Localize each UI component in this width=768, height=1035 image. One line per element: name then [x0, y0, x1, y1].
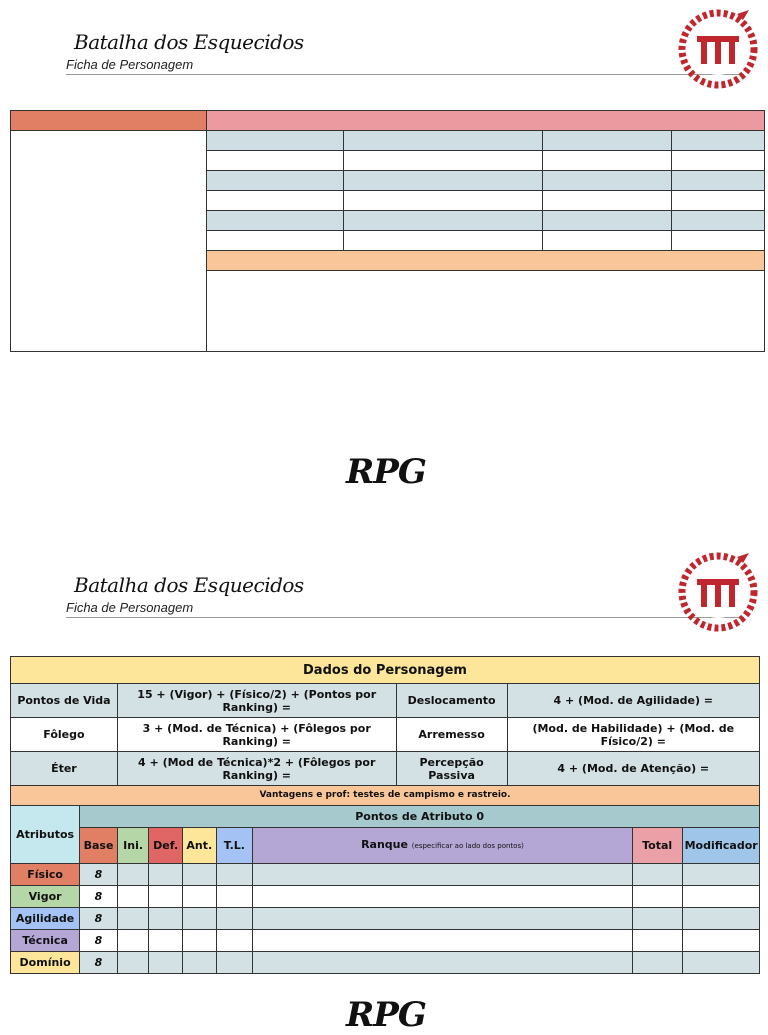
col-ranque: [253, 828, 633, 864]
table-cell[interactable]: [682, 864, 759, 886]
table-cell[interactable]: [216, 886, 253, 908]
table-cell[interactable]: [682, 952, 759, 974]
table-cell[interactable]: [207, 151, 344, 170]
attr-base[interactable]: 8: [80, 886, 118, 908]
sheet-title-2: Batalha dos Esquecidos: [74, 573, 304, 597]
attr-agilidade: Agilidade: [11, 908, 80, 930]
table-cell[interactable]: [672, 231, 764, 250]
portrait-header: [11, 111, 207, 131]
throw-formula[interactable]: (Mod. de Habilidade) + (Mod. de Físico/2) =: [507, 718, 759, 752]
sheet-subtitle: Ficha de Personagem: [66, 57, 194, 72]
attr-base[interactable]: 8: [80, 930, 118, 952]
attr-base[interactable]: 8: [80, 908, 118, 930]
stamina-label: Fôlego: [11, 718, 118, 752]
table-cell[interactable]: [149, 952, 183, 974]
movement-formula[interactable]: 4 + (Mod. de Agilidade) =: [507, 684, 759, 718]
info-header: [207, 111, 764, 131]
col-def: Def.: [149, 828, 183, 864]
throw-label: Arremesso: [396, 718, 507, 752]
table-cell[interactable]: [672, 211, 764, 230]
attr-dominio: Domínio: [11, 952, 80, 974]
table-cell[interactable]: [344, 191, 543, 210]
table-cell[interactable]: [253, 930, 633, 952]
table-cell[interactable]: [182, 930, 216, 952]
table-cell[interactable]: [216, 930, 253, 952]
table-cell[interactable]: [149, 864, 183, 886]
table-cell[interactable]: [117, 864, 149, 886]
table-cell[interactable]: [117, 952, 149, 974]
col-ranque-label: Ranque: [361, 838, 408, 851]
table-cell[interactable]: [117, 886, 149, 908]
table-row: [207, 231, 764, 251]
table-cell[interactable]: [344, 151, 543, 170]
red-crest-logo-icon: [677, 8, 759, 90]
table-cell[interactable]: [207, 191, 344, 210]
movement-label: Deslocamento: [396, 684, 507, 718]
table-cell[interactable]: [632, 864, 682, 886]
portrait-area[interactable]: [11, 131, 207, 351]
info-grid: [207, 131, 764, 251]
table-cell[interactable]: [672, 191, 764, 210]
perception-formula[interactable]: 4 + (Mod. de Atenção) =: [507, 752, 759, 786]
table-cell[interactable]: [543, 151, 672, 170]
perception-label: Percepção Passiva: [396, 752, 507, 786]
table-row: [207, 131, 764, 151]
table-cell[interactable]: [632, 930, 682, 952]
header-divider: [66, 74, 744, 75]
sheet-title: Batalha dos Esquecidos: [74, 30, 304, 54]
table-cell[interactable]: [344, 131, 543, 150]
col-tl: T.L.: [216, 828, 253, 864]
table-cell[interactable]: [182, 908, 216, 930]
table-cell[interactable]: [672, 171, 764, 190]
table-cell[interactable]: [253, 908, 633, 930]
table-cell[interactable]: [253, 886, 633, 908]
table-row: [207, 171, 764, 191]
table-cell[interactable]: [149, 886, 183, 908]
rpg-mark-2: RPG: [346, 995, 426, 1035]
attribute-points-title: Pontos de Atributo 0: [80, 806, 760, 828]
table-row: [207, 151, 764, 171]
header-divider-2: [66, 617, 744, 618]
table-cell[interactable]: [216, 952, 253, 974]
attr-base[interactable]: 8: [80, 952, 118, 974]
hp-formula[interactable]: 15 + (Vigor) + (Físico/2) + (Pontos por Ranking) =: [117, 684, 396, 718]
table-cell[interactable]: [344, 171, 543, 190]
stamina-formula[interactable]: 3 + (Mod. de Técnica) + (Fôlegos por Ranking) =: [117, 718, 396, 752]
table-cell[interactable]: [253, 952, 633, 974]
table-cell[interactable]: [344, 231, 543, 250]
table-cell[interactable]: [207, 231, 344, 250]
table-cell[interactable]: [182, 952, 216, 974]
table-cell[interactable]: [216, 908, 253, 930]
attr-fisico: Físico: [11, 864, 80, 886]
table-cell[interactable]: [632, 886, 682, 908]
table-cell[interactable]: [253, 864, 633, 886]
table-cell[interactable]: [182, 864, 216, 886]
col-ini: Ini.: [117, 828, 149, 864]
table-row: [207, 191, 764, 211]
col-ranque-note: (especificar ao lado dos pontos): [411, 842, 524, 850]
red-crest-logo-icon: [677, 551, 759, 633]
table-cell[interactable]: [543, 231, 672, 250]
col-base: Base: [80, 828, 118, 864]
table-row: [207, 211, 764, 231]
attr-vigor: Vigor: [11, 886, 80, 908]
table-cell[interactable]: [543, 131, 672, 150]
table-cell[interactable]: [149, 930, 183, 952]
table-cell[interactable]: [682, 886, 759, 908]
col-ant: Ant.: [182, 828, 216, 864]
table-cell[interactable]: [216, 864, 253, 886]
table-cell[interactable]: [672, 151, 764, 170]
section-title: Dados do Personagem: [11, 657, 760, 684]
table-cell[interactable]: [344, 211, 543, 230]
advantages-row[interactable]: Vantagens e prof: testes de campismo e rastreio.: [11, 786, 760, 806]
attributes-header: Atributos: [11, 806, 80, 864]
table-cell[interactable]: [182, 886, 216, 908]
character-info-table: [10, 110, 765, 352]
ether-formula[interactable]: 4 + (Mod de Técnica)*2 + (Fôlegos por Ranking) =: [117, 752, 396, 786]
table-cell[interactable]: [207, 171, 344, 190]
attr-tecnica: Técnica: [11, 930, 80, 952]
ether-label: Éter: [11, 752, 118, 786]
character-data-table: [10, 656, 760, 974]
hp-label: Pontos de Vida: [11, 684, 118, 718]
table-cell[interactable]: [682, 908, 759, 930]
sheet-subtitle-2: Ficha de Personagem: [66, 600, 194, 615]
table-cell[interactable]: [543, 211, 672, 230]
rpg-mark: RPG: [346, 452, 426, 492]
table-cell[interactable]: [149, 908, 183, 930]
table-cell[interactable]: [117, 930, 149, 952]
table-cell[interactable]: [682, 930, 759, 952]
notes-header: [207, 251, 764, 271]
col-modificador: Modificador: [682, 828, 759, 864]
col-total: Total: [632, 828, 682, 864]
attr-base[interactable]: 8: [80, 864, 118, 886]
table-cell[interactable]: [117, 908, 149, 930]
table-cell[interactable]: [543, 171, 672, 190]
table-cell[interactable]: [672, 131, 764, 150]
table-cell[interactable]: [632, 908, 682, 930]
table-cell[interactable]: [632, 952, 682, 974]
table-cell[interactable]: [207, 211, 344, 230]
table-cell[interactable]: [207, 131, 344, 150]
table-cell[interactable]: [543, 191, 672, 210]
